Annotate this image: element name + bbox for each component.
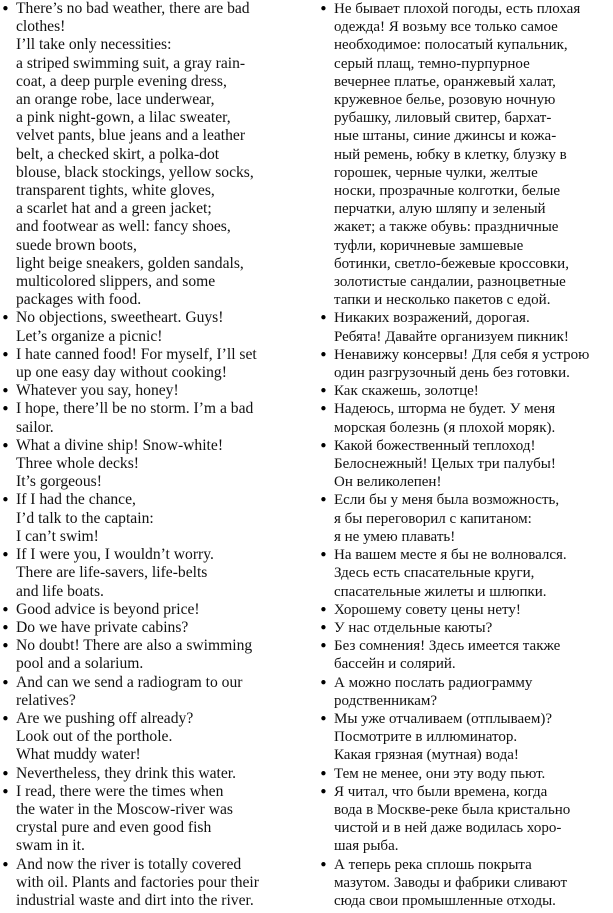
english-phrase-line: velvet pants, blue jeans and a leather bbox=[16, 127, 246, 145]
russian-phrase-line: серый плащ, темно-пурпурное bbox=[334, 55, 530, 72]
english-phrase-line: up one easy day without cooking! bbox=[16, 364, 227, 382]
english-phrase-line: a pink night-gown, a lilac sweater, bbox=[16, 109, 231, 127]
russian-phrase-line: • Никаких возражений, дорогая. bbox=[334, 310, 530, 327]
english-phrase-line: I can’t swim! bbox=[16, 527, 99, 545]
english-phrase-line: a scarlet hat and a green jacket; bbox=[16, 200, 212, 218]
english-phrase-line: multicolored slippers, and some bbox=[16, 273, 216, 291]
english-phrase-item bbox=[0, 400, 300, 436]
english-phrase-line: • And can we send a radiogram to our bbox=[16, 673, 243, 691]
english-phrase-item bbox=[0, 710, 300, 765]
english-phrase-line: and life boats. bbox=[16, 582, 104, 600]
english-phrase-line: suede brown boots, bbox=[16, 236, 137, 254]
russian-phrase-item bbox=[318, 765, 613, 783]
russian-phrase-line: • Хорошему совету цены нету! bbox=[334, 601, 521, 618]
russian-phrase-line: • На вашем месте я бы не волновался. bbox=[334, 547, 567, 564]
russian-phrase-line: жакет; а также обувь: праздничные bbox=[334, 219, 559, 236]
english-phrase-item bbox=[0, 382, 300, 400]
russian-phrase-line: • Не бывает плохой погоды, есть плохая bbox=[334, 1, 581, 17]
english-phrase-line: • If I were you, I wouldn’t worry. bbox=[16, 546, 214, 564]
russian-phrase-list bbox=[318, 0, 613, 910]
english-phrase-line: pool and a solarium. bbox=[16, 655, 144, 673]
russian-phrase-line: кружевное белье, розовую ночную bbox=[334, 92, 556, 109]
russian-phrase-line: одежда! Я возьму все только самое bbox=[334, 19, 558, 36]
english-phrase-line: • I hate canned food! For myself, I’ll set bbox=[16, 345, 257, 363]
russian-phrase-item bbox=[318, 491, 613, 546]
russian-phrase-line: • Какой божественный теплоход! bbox=[334, 437, 536, 454]
russian-phrase-line: спасательные жилеты и шлюпки. bbox=[334, 583, 547, 600]
english-phrase-item bbox=[0, 309, 300, 345]
russian-phrase-item bbox=[318, 619, 613, 637]
russian-phrase-line: мазутом. Заводы и фабрики сливают bbox=[334, 874, 568, 891]
english-phrase-line: • What a divine ship! Snow-white! bbox=[16, 436, 224, 454]
russian-phrase-line: Какая грязная (мутная) вода! bbox=[334, 747, 519, 764]
english-phrase-line: It’s gorgeous! bbox=[16, 473, 102, 491]
english-phrase-line: belt, a checked skirt, a polka-dot bbox=[16, 145, 220, 163]
russian-phrase-line: • Надеюсь, шторма не будет. У меня bbox=[334, 401, 556, 418]
russian-column bbox=[318, 0, 613, 910]
english-phrase-line: • Whatever you say, honey! bbox=[16, 382, 179, 400]
english-phrase-line: • I hope, there’ll be no storm. I’m a bad bbox=[16, 400, 254, 418]
russian-phrase-line: тапки и несколько пакетов с едой. bbox=[334, 292, 551, 309]
english-phrase-line: industrial waste and dirt into the river. bbox=[16, 891, 254, 909]
english-phrase-line: crystal pure and even good fish bbox=[16, 819, 212, 837]
english-column bbox=[0, 0, 300, 910]
russian-phrase-item bbox=[318, 546, 613, 601]
russian-phrase-line: морская болезнь (я плохой моряк). bbox=[334, 419, 556, 436]
english-phrase-item bbox=[0, 601, 300, 619]
english-phrase-line: • Are we pushing off already? bbox=[16, 709, 194, 727]
english-phrase-line: light beige sneakers, golden sandals, bbox=[16, 254, 244, 272]
russian-phrase-line: • А можно послать радиограмму bbox=[334, 674, 533, 691]
russian-phrase-line: золотистые сандалии, разноцветные bbox=[334, 274, 566, 291]
russian-phrase-line: • Как скажешь, золотце! bbox=[334, 383, 479, 400]
english-phrase-line: and footwear as well: fancy shoes, bbox=[16, 218, 231, 236]
english-phrase-line: an orange robe, lace underwear, bbox=[16, 91, 215, 109]
russian-phrase-line: перчатки, алую шляпу и зеленый bbox=[334, 201, 546, 218]
english-phrase-item bbox=[0, 783, 300, 856]
english-phrase-line: transparent tights, white gloves, bbox=[16, 182, 215, 200]
english-phrase-item bbox=[0, 491, 300, 546]
english-phrase-item bbox=[0, 546, 300, 601]
english-phrase-line: What muddy water! bbox=[16, 746, 141, 764]
english-phrase-line: with oil. Plants and factories pour their bbox=[16, 873, 259, 891]
russian-phrase-line: туфли, коричневые замшевые bbox=[334, 237, 524, 254]
english-phrase-line: Let’s organize a picnic! bbox=[16, 327, 163, 345]
english-phrase-list bbox=[0, 0, 300, 910]
russian-phrase-line: • А теперь река сплошь покрыта bbox=[334, 856, 532, 873]
english-phrase-item bbox=[0, 0, 300, 309]
english-phrase-line: • Nevertheless, they drink this water. bbox=[16, 764, 236, 782]
russian-phrase-line: • Без сомнения! Здесь имеется также bbox=[334, 638, 561, 655]
english-phrase-line: relatives? bbox=[16, 691, 76, 709]
russian-phrase-line: ные штаны, синие джинсы и кожа- bbox=[334, 128, 557, 145]
english-phrase-line: Three whole decks! bbox=[16, 455, 139, 473]
english-phrase-item bbox=[0, 437, 300, 492]
english-phrase-line: I’d talk to the captain: bbox=[16, 509, 154, 527]
english-phrase-item bbox=[0, 856, 300, 911]
russian-phrase-item bbox=[318, 400, 613, 436]
russian-phrase-line: ботинки, светло-бежевые кроссовки, bbox=[334, 255, 569, 272]
english-phrase-line: swam in it. bbox=[16, 837, 85, 855]
english-phrase-line: Look out of the porthole. bbox=[16, 728, 173, 746]
english-phrase-line: sailor. bbox=[16, 418, 54, 436]
russian-phrase-line: сюда свои промышленные отходы. bbox=[334, 892, 556, 909]
russian-phrase-line: Он великолепен! bbox=[334, 474, 442, 491]
english-phrase-line: • If I had the chance, bbox=[16, 491, 136, 509]
russian-phrase-line: Белоснежный! Целых три палубы! bbox=[334, 456, 556, 473]
english-phrase-item bbox=[0, 346, 300, 382]
russian-phrase-item bbox=[318, 346, 613, 382]
english-phrase-line: coat, a deep purple evening dress, bbox=[16, 72, 227, 90]
english-phrase-line: • No doubt! There are also a swimming bbox=[16, 637, 253, 655]
english-phrase-item bbox=[0, 637, 300, 673]
english-phrase-line: • Do we have private cabins? bbox=[16, 618, 189, 636]
russian-phrase-line: горошек, черные чулки, желтые bbox=[334, 164, 538, 181]
english-phrase-line: • And now the river is totally covered bbox=[16, 855, 242, 873]
russian-phrase-line: я не умею плавать! bbox=[334, 528, 456, 545]
russian-phrase-item bbox=[318, 783, 613, 856]
russian-phrase-line: необходимое: полосатый купальник, bbox=[334, 37, 568, 54]
russian-phrase-line: один разгрузочный день без готовки. bbox=[334, 365, 570, 382]
russian-phrase-line: я бы переговорил с капитаном: bbox=[334, 510, 532, 527]
russian-phrase-line: родственникам? bbox=[334, 692, 438, 709]
russian-phrase-line: Здесь есть спасательные круги, bbox=[334, 565, 535, 582]
russian-phrase-item bbox=[318, 0, 613, 309]
english-phrase-line: the water in the Moscow-river was bbox=[16, 800, 233, 818]
russian-phrase-item bbox=[318, 309, 613, 345]
russian-phrase-item bbox=[318, 674, 613, 710]
english-phrase-line: • No objections, sweetheart. Guys! bbox=[16, 309, 224, 327]
russian-phrase-line: • Тем не менее, они эту воду пьют. bbox=[334, 765, 546, 782]
russian-phrase-line: Посмотрите в иллюминатор. bbox=[334, 729, 518, 746]
russian-phrase-line: • Я читал, что были времена, когда bbox=[334, 783, 548, 800]
russian-phrase-line: шая рыба. bbox=[334, 838, 399, 855]
russian-phrase-line: носки, прозрачные колготки, белые bbox=[334, 183, 561, 200]
russian-phrase-line: бассейн и солярий. bbox=[334, 656, 456, 673]
english-phrase-line: • Good advice is beyond price! bbox=[16, 600, 200, 618]
russian-phrase-line: вода в Москве-реке была кристально bbox=[334, 801, 571, 818]
russian-phrase-item bbox=[318, 601, 613, 619]
russian-phrase-item bbox=[318, 856, 613, 911]
russian-phrase-line: чистой и в ней даже водилась хоро- bbox=[334, 820, 562, 837]
russian-phrase-item bbox=[318, 382, 613, 400]
english-phrase-item bbox=[0, 765, 300, 783]
english-phrase-line: There are life-savers, life-belts bbox=[16, 564, 208, 582]
russian-phrase-item bbox=[318, 637, 613, 673]
russian-phrase-item bbox=[318, 710, 613, 765]
english-phrase-line: a striped swimming suit, a gray rain- bbox=[16, 54, 246, 72]
english-phrase-line: • I read, there were the times when bbox=[16, 782, 224, 800]
english-phrase-item bbox=[0, 619, 300, 637]
russian-phrase-line: • Ненавижу консервы! Для себя я устрою bbox=[334, 346, 590, 363]
russian-phrase-line: вечернее платье, оранжевый халат, bbox=[334, 73, 556, 90]
russian-phrase-item bbox=[318, 437, 613, 492]
russian-phrase-line: рубашку, лиловый свитер, бархат- bbox=[334, 110, 552, 127]
english-phrase-line: packages with food. bbox=[16, 291, 142, 309]
english-phrase-line: clothes! bbox=[16, 18, 66, 36]
russian-phrase-line: Ребята! Давайте организуем пикник! bbox=[334, 328, 569, 345]
english-phrase-line: I’ll take only necessities: bbox=[16, 36, 172, 54]
english-phrase-item bbox=[0, 674, 300, 710]
russian-phrase-line: • Если бы у меня была возможность, bbox=[334, 492, 560, 509]
english-phrase-line: • There’s no bad weather, there are bad bbox=[16, 0, 250, 17]
english-phrase-line: blouse, black stockings, yellow socks, bbox=[16, 163, 254, 181]
russian-phrase-line: ный ремень, юбку в клетку, блузку в bbox=[334, 146, 567, 163]
russian-phrase-line: • Мы уже отчаливаем (отплываем)? bbox=[334, 710, 552, 727]
russian-phrase-line: • У нас отдельные каюты? bbox=[334, 619, 493, 636]
